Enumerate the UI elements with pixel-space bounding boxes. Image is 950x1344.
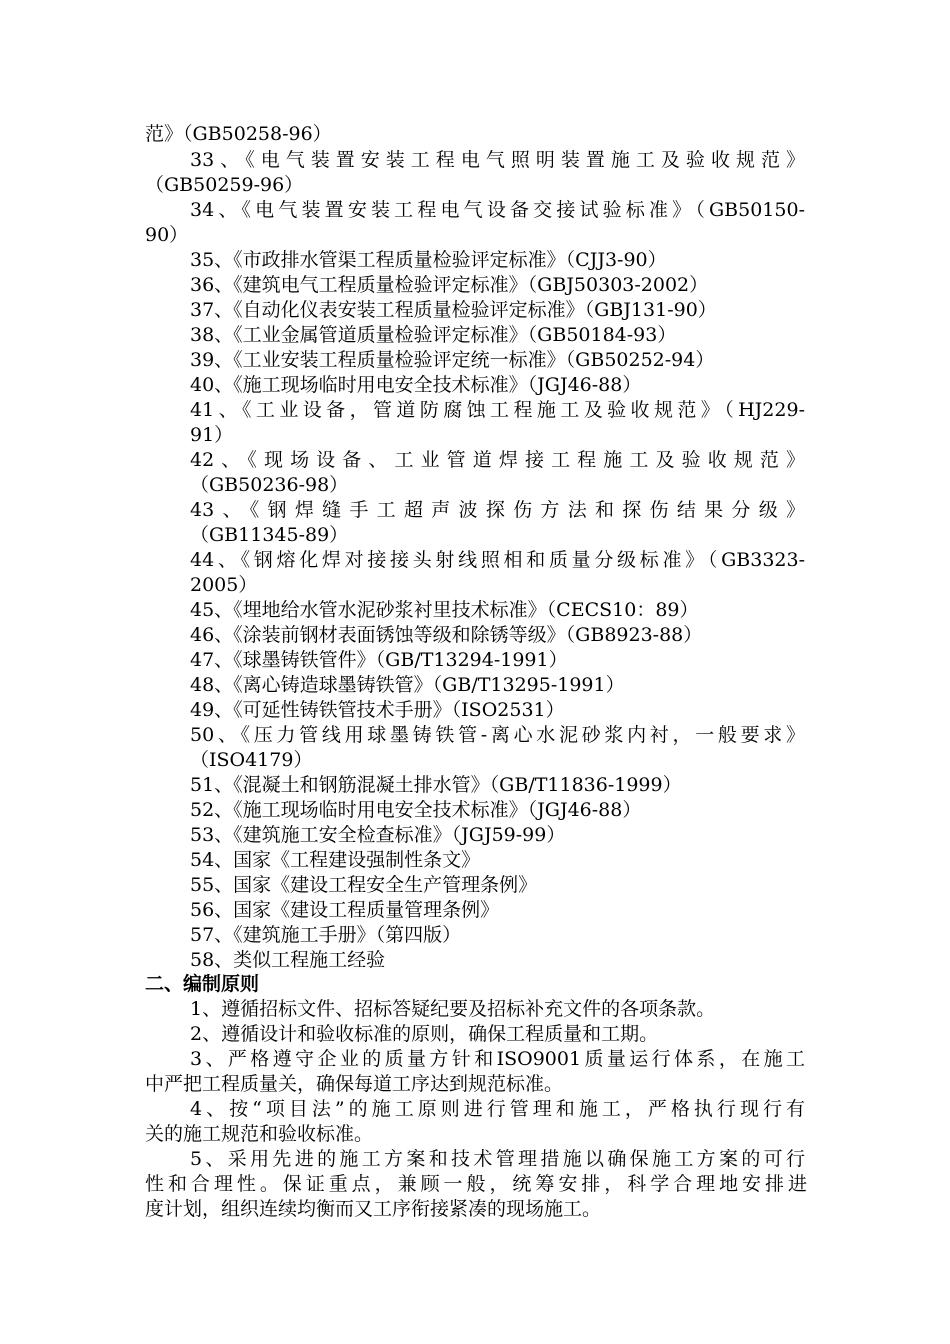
text-line: 中严把工程质量关，确保每道工序达到规范标准。 — [145, 1073, 564, 1095]
text-line: 49、《可延性铸铁管技术手册》（ISO2531） — [190, 699, 565, 721]
text-line: （GB11345-89） — [190, 524, 349, 546]
text-line: 40、《施工现场临时用电安全技术标准》（JGJ46-88） — [190, 374, 642, 396]
text-line: 91） — [190, 424, 234, 446]
text-line: 2005） — [190, 574, 258, 596]
section-heading: 二、编制原则 — [145, 973, 260, 995]
text-line: 4、按“项目法”的施工原则进行管理和施工，严格执行现行有 — [190, 1098, 805, 1120]
text-line: 35、《市政排水管渠工程质量检验评定标准》（CJJ3-90） — [190, 249, 667, 271]
text-line: 性和合理性。保证重点，兼顾一般，统筹安排，科学合理地安排进 — [145, 1173, 807, 1195]
text-line: 34、《电气装置安装工程电气设备交接试验标准》（GB50150- — [190, 199, 805, 221]
text-line: 58、类似工程施工经验 — [190, 949, 386, 971]
text-line: 50、《压力管线用球墨铸铁管-离心水泥砂浆内衬，一般要求》 — [190, 724, 805, 746]
text-line: 39、《工业安装工程质量检验评定统一标准》（GB50252-94） — [190, 349, 715, 371]
text-line: （GB50236-98） — [190, 474, 349, 496]
text-line: 度计划，组织连续均衡而又工序衔接紧凑的现场施工。 — [145, 1198, 602, 1220]
text-line: 48、《离心铸造球墨铸铁管》（GB/T13295-1991） — [190, 674, 625, 696]
text-line: 1、遵循招标文件、招标答疑纪要及招标补充文件的各项条款。 — [190, 998, 716, 1020]
text-line: 90） — [145, 224, 189, 246]
text-line: 45、《埋地给水管水泥砂浆衬里技术标准》（CECS10：89） — [190, 599, 699, 621]
text-line: 3、严格遵守企业的质量方针和ISO9001质量运行体系，在施工 — [190, 1048, 805, 1070]
text-line: （ISO4179） — [190, 749, 313, 771]
text-line: 36、《建筑电气工程质量检验评定标准》（GBJ50303-2002） — [190, 274, 709, 296]
text-line: 55、国家《建设工程安全生产管理条例》 — [190, 874, 538, 896]
text-line: 51、《混凝土和钢筋混凝土排水管》（GB/T11836-1999） — [190, 774, 682, 796]
text-line: 33、《电气装置安装工程电气照明装置施工及验收规范》 — [190, 149, 805, 171]
text-line: 范》（GB50258-96） — [145, 123, 332, 145]
text-line: 47、《球墨铸铁管件》（GB/T13294-1991） — [190, 649, 568, 671]
text-line: 46、《涂装前钢材表面锈蚀等级和除锈等级》（GB8923-88） — [190, 624, 703, 646]
text-line: 57、《建筑施工手册》（第四版） — [190, 924, 462, 946]
text-line: 53、《建筑施工安全检查标准》（JGJ59-99） — [190, 824, 566, 846]
text-line: 41、《工业设备，管道防腐蚀工程施工及验收规范》（HJ229- — [190, 399, 805, 421]
text-line: 关的施工规范和验收标准。 — [145, 1123, 374, 1145]
text-line: 52、《施工现场临时用电安全技术标准》（JGJ46-88） — [190, 799, 642, 821]
text-line: 44、《钢熔化焊对接接头射线照相和质量分级标准》（GB3323- — [190, 549, 805, 571]
text-line: 5、采用先进的施工方案和技术管理措施以确保施工方案的可行 — [190, 1148, 805, 1170]
text-line: 43、《钢焊缝手工超声波探伤方法和探伤结果分级》 — [190, 499, 805, 521]
text-line: 38、《工业金属管道质量检验评定标准》（GB50184-93） — [190, 324, 677, 346]
text-line: 37、《自动化仪表安装工程质量检验评定标准》（GBJ131-90） — [190, 299, 717, 321]
text-line: 42、《现场设备、工业管道焊接工程施工及验收规范》 — [190, 449, 805, 471]
text-line: 2、遵循设计和验收标准的原则，确保工程质量和工期。 — [190, 1023, 659, 1045]
text-line: （GB50259-96） — [145, 174, 304, 196]
text-line: 54、国家《工程建设强制性条文》 — [190, 849, 481, 871]
text-line: 56、国家《建设工程质量管理条例》 — [190, 899, 500, 921]
